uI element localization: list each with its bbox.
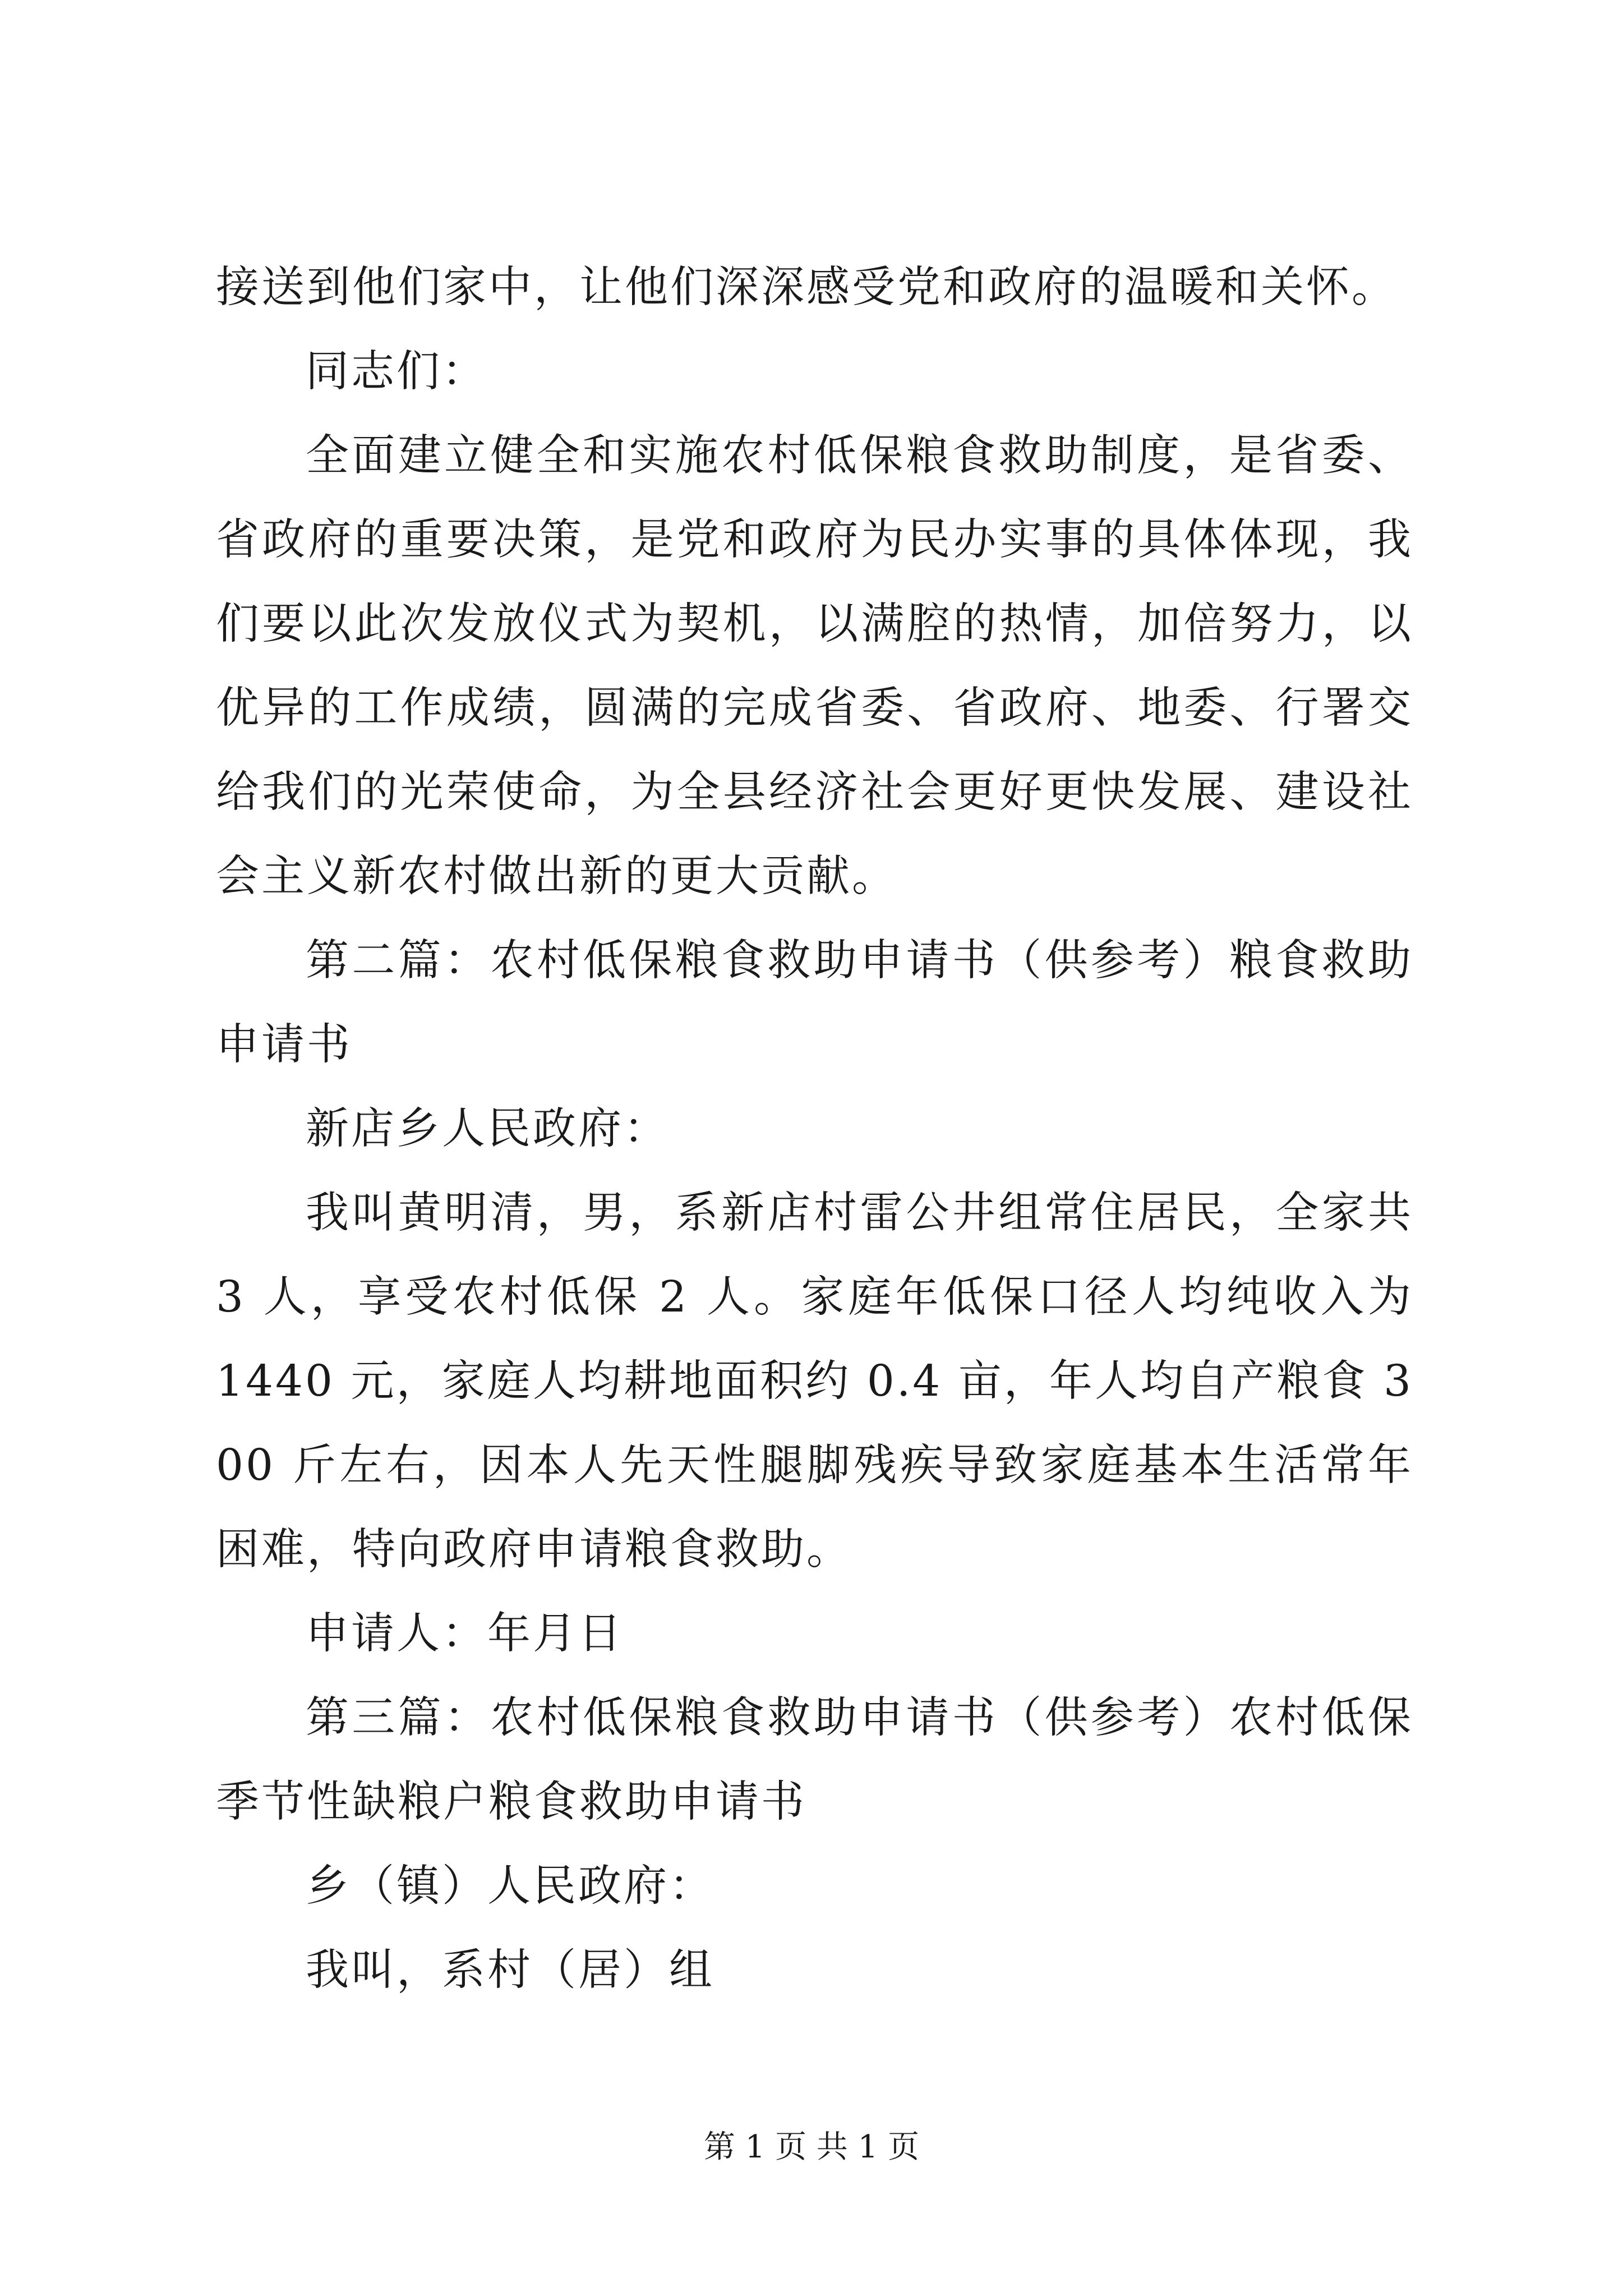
paragraph-8: 第三篇：农村低保粮食救助申请书（供参考）农村低保季节性缺粮户粮食救助申请书 xyxy=(216,1693,1413,1827)
paragraph-6: 我叫黄明清，男，系新店村雷公井组常住居民，全家共 3 人，享受农村低保 2 人。家庭年低保口径人均纯收入为 1440 元，家庭人均耕地面积约 0.4 亩，年人均自产粮食 300 斤左右，因本人先天性腿脚残疾导致家庭基本生活常年困难，特向政府申请粮食救助。 xyxy=(216,1188,1413,1575)
paragraph-5: 新店乡人民政府： xyxy=(306,1104,669,1154)
paragraph-1: 接送到他们家中，让他们深深感受党和政府的温暖和关怀。 xyxy=(216,263,1397,312)
paragraph-2: 同志们： xyxy=(306,347,487,397)
paragraph-10: 我叫，系村（居）组 xyxy=(306,1945,714,1995)
paragraph-9: 乡（镇）人民政府： xyxy=(306,1861,714,1911)
page-number-footer: 第 1 页 共 1 页 xyxy=(703,2129,920,2165)
document-body xyxy=(216,246,1413,2013)
paragraph-4: 第二篇：农村低保粮食救助申请书（供参考）粮食救助申请书 xyxy=(216,936,1413,1070)
paragraph-7: 申请人：年月日 xyxy=(306,1609,624,1659)
paragraph-3: 全面建立健全和实施农村低保粮食救助制度，是省委、省政府的重要决策，是党和政府为民办实事的具体体现，我们要以此次发放仪式为契机，以满腔的热情，加倍努力，以优异的工作成绩，圆满的完成省委、省政府、地委、行署交给我们的光荣使命，为全县经济社会更好更快发展、建设社会主义新农村做出新的更大贡献。 xyxy=(216,431,1413,901)
